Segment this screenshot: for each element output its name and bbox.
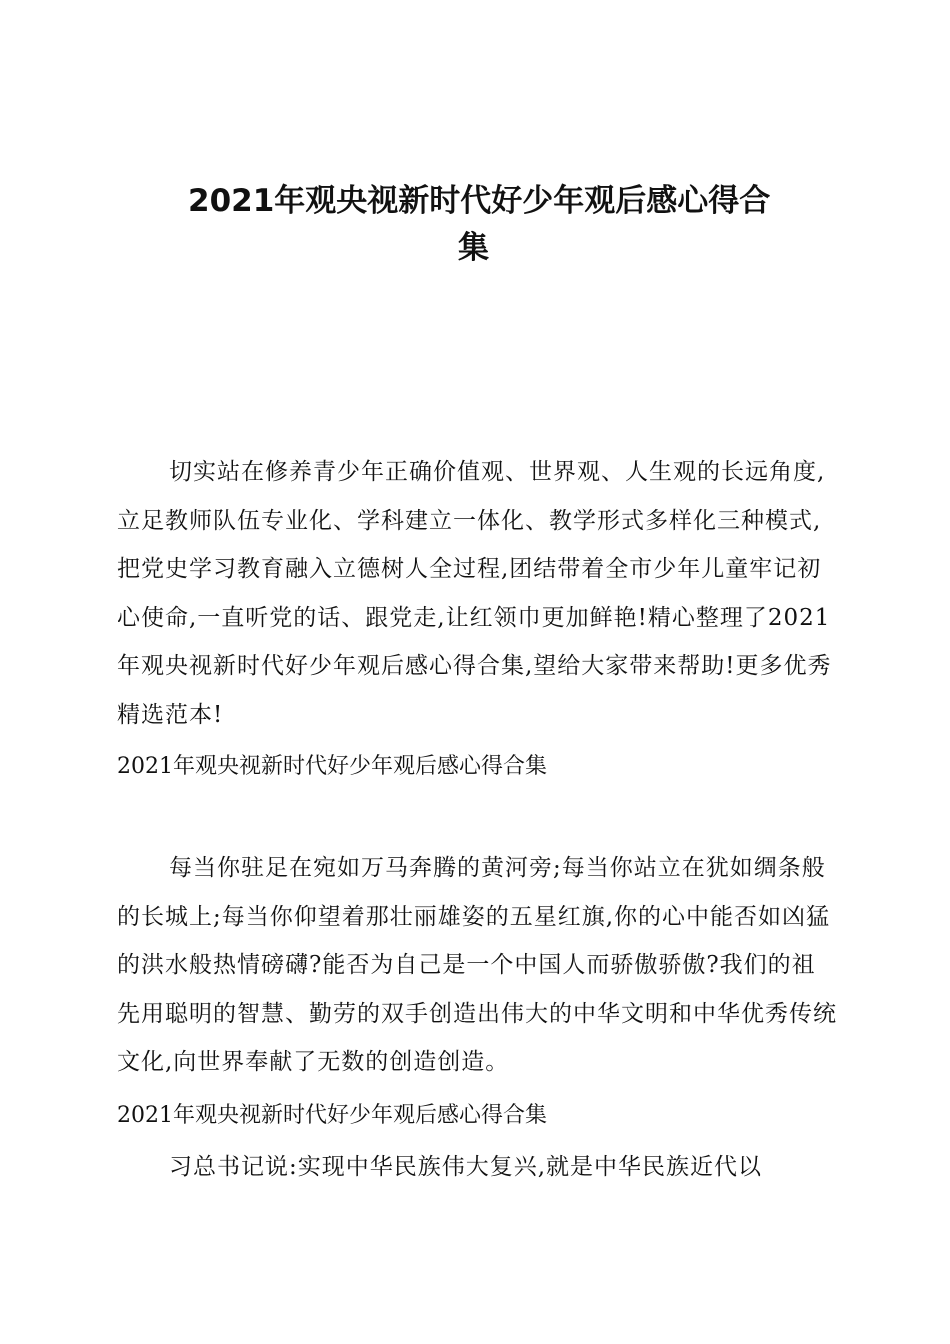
intro-paragraph: 切实站在修养青少年正确价值观、世界观、人生观的长远角度,立足教师队伍专业化、学科建立一体化、教学形式多样化三种模式,把党史学习教育融入立德树人全过程,团结带着全市少年儿童牢记初心使命,一直听党的话、跟党走,让红领巾更加鲜艳!精心整理了2021年观央视新时代好少年观后感心得合集,望给大家带来帮助!更多优秀精选范本!	[117, 459, 832, 728]
title-line-1: 2021年观央视新时代好少年观后感心得合	[188, 183, 771, 219]
section-heading: 2021年观央视新时代好少年观后感心得合集	[117, 1103, 547, 1128]
section-heading: 2021年观央视新时代好少年观后感心得合集	[117, 754, 547, 779]
title-line-2: 集	[458, 230, 489, 266]
body-paragraph: 每当你驻足在宛如万马奔腾的黄河旁;每当你站立在犹如绸条般的长城上;每当你仰望着那壮丽雄姿的五星红旗,你的心中能否如凶猛的洪水般热情磅礴?能否为自己是一个中国人而骄傲骄傲?我们的祖先用聪明的智慧、勤劳的双手创造出伟大的中华文明和中华优秀传统文化,向世界奉献了无数的创造创造。	[117, 855, 837, 1075]
body-paragraph: 习总书记说:实现中华民族伟大复兴,就是中华民族近代以	[169, 1154, 763, 1180]
document-title	[188, 178, 848, 272]
